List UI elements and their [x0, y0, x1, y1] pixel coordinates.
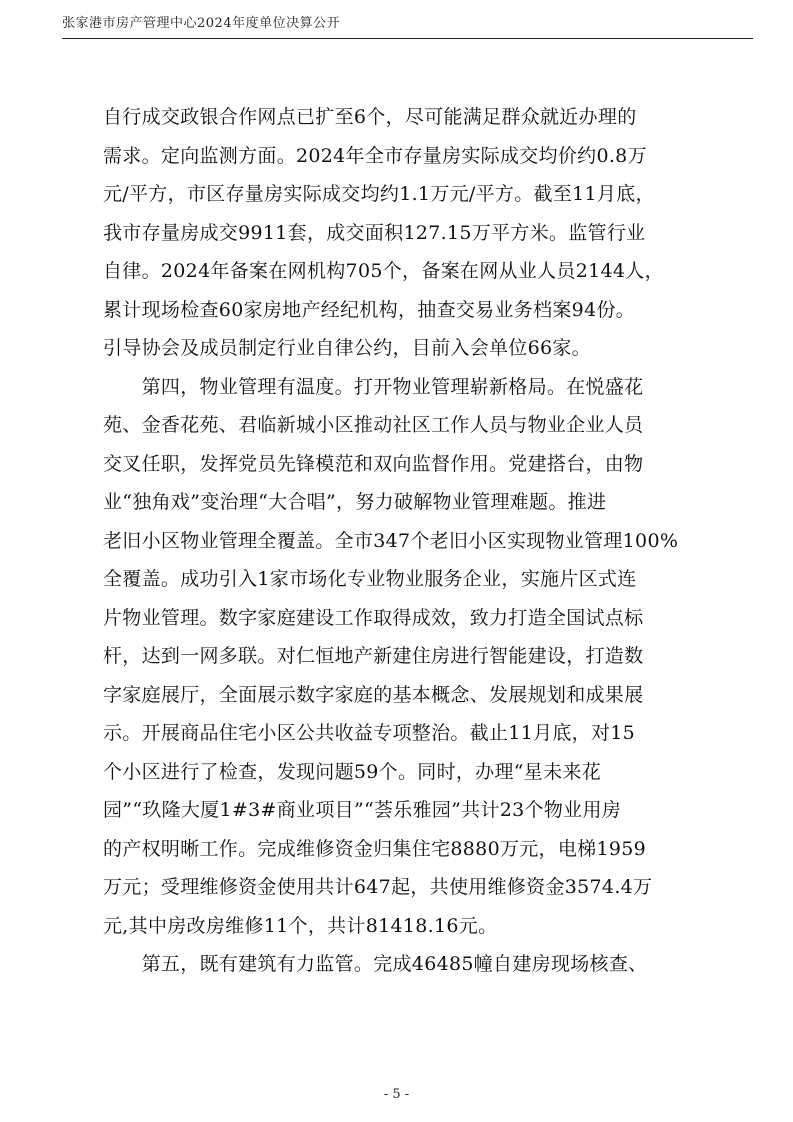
- body-line: 自行成交政银合作网点已扩至6个，尽可能满足群众就近办理的: [103, 106, 637, 128]
- body-line: 片物业管理。数字家庭建设工作取得成效，致力打造全国试点标: [103, 606, 644, 629]
- body-line: 元,其中房改房维修11个，共计81418.16元。: [103, 914, 498, 937]
- body-line: 交叉任职，发挥党员先锋模范和双向监督作用。党建搭台，由物: [103, 452, 644, 475]
- body-line: 示。开展商品住宅小区公共收益专项整治。截止11月底，对15: [103, 722, 636, 744]
- body-line: 苑、金香花苑、君临新城小区推动社区工作人员与物业企业人员: [103, 414, 644, 436]
- body-line: 全覆盖。成功引入1家市场化专业物业服务企业，实施片区式连: [103, 568, 637, 590]
- body-line: 的产权明晰工作。完成维修资金归集住宅8880万元，电梯1959: [103, 837, 647, 860]
- body-line: 杆，达到一网多联。对仁恒地产新建住房进行智能建设，打造数: [103, 645, 644, 667]
- page-header: [62, 12, 753, 39]
- body-line: 需求。定向监测方面。2024年全市存量房实际成交均价约0.8万: [103, 144, 647, 167]
- page-number: - 5 -: [383, 1087, 410, 1102]
- header-title: 张家港市房产管理中心2024年度单位决算公开: [62, 16, 341, 31]
- body-line: 第四，物业管理有温度。打开物业管理崭新格局。在悦盛花: [103, 375, 644, 398]
- body-line: 老旧小区物业管理全覆盖。全市347个老旧小区实现物业管理100%: [103, 529, 679, 552]
- body-line: 个小区进行了检查，发现问题59个。同时，办理“星未来花: [103, 760, 601, 783]
- body-line: 字家庭展厅，全面展示数字家庭的基本概念、发展规划和成果展: [103, 683, 644, 706]
- body-line: 第五，既有建筑有力监管。完成46485幢自建房现场核查、: [103, 953, 648, 975]
- body-line: 万元；受理维修资金使用共计647起，共使用维修资金3574.4万: [103, 876, 653, 898]
- body-line: 引导协会及成员制定行业自律公约，目前入会单位66家。: [103, 337, 591, 359]
- body-line: 园”“玖隆大厦1#3#商业项目”“荟乐雅园”共计23个物业用房: [103, 799, 622, 821]
- body-line: 自律。2024年备案在网机构705个，备案在网从业人员2144人，: [103, 260, 664, 282]
- body-line: 业“独角戏”变治理“大合唱”，努力破解物业管理难题。推进: [103, 491, 607, 513]
- body-line: 元/平方，市区存量房实际成交均约1.1万元/平方。截至11月底，: [103, 183, 655, 205]
- body-line: 累计现场检查60家房地产经纪机构，抽查交易业务档案94份。: [103, 298, 636, 321]
- body-line: 我市存量房成交9911套，成交面积127.15万平方米。监管行业: [103, 221, 646, 244]
- document-body: [103, 98, 723, 984]
